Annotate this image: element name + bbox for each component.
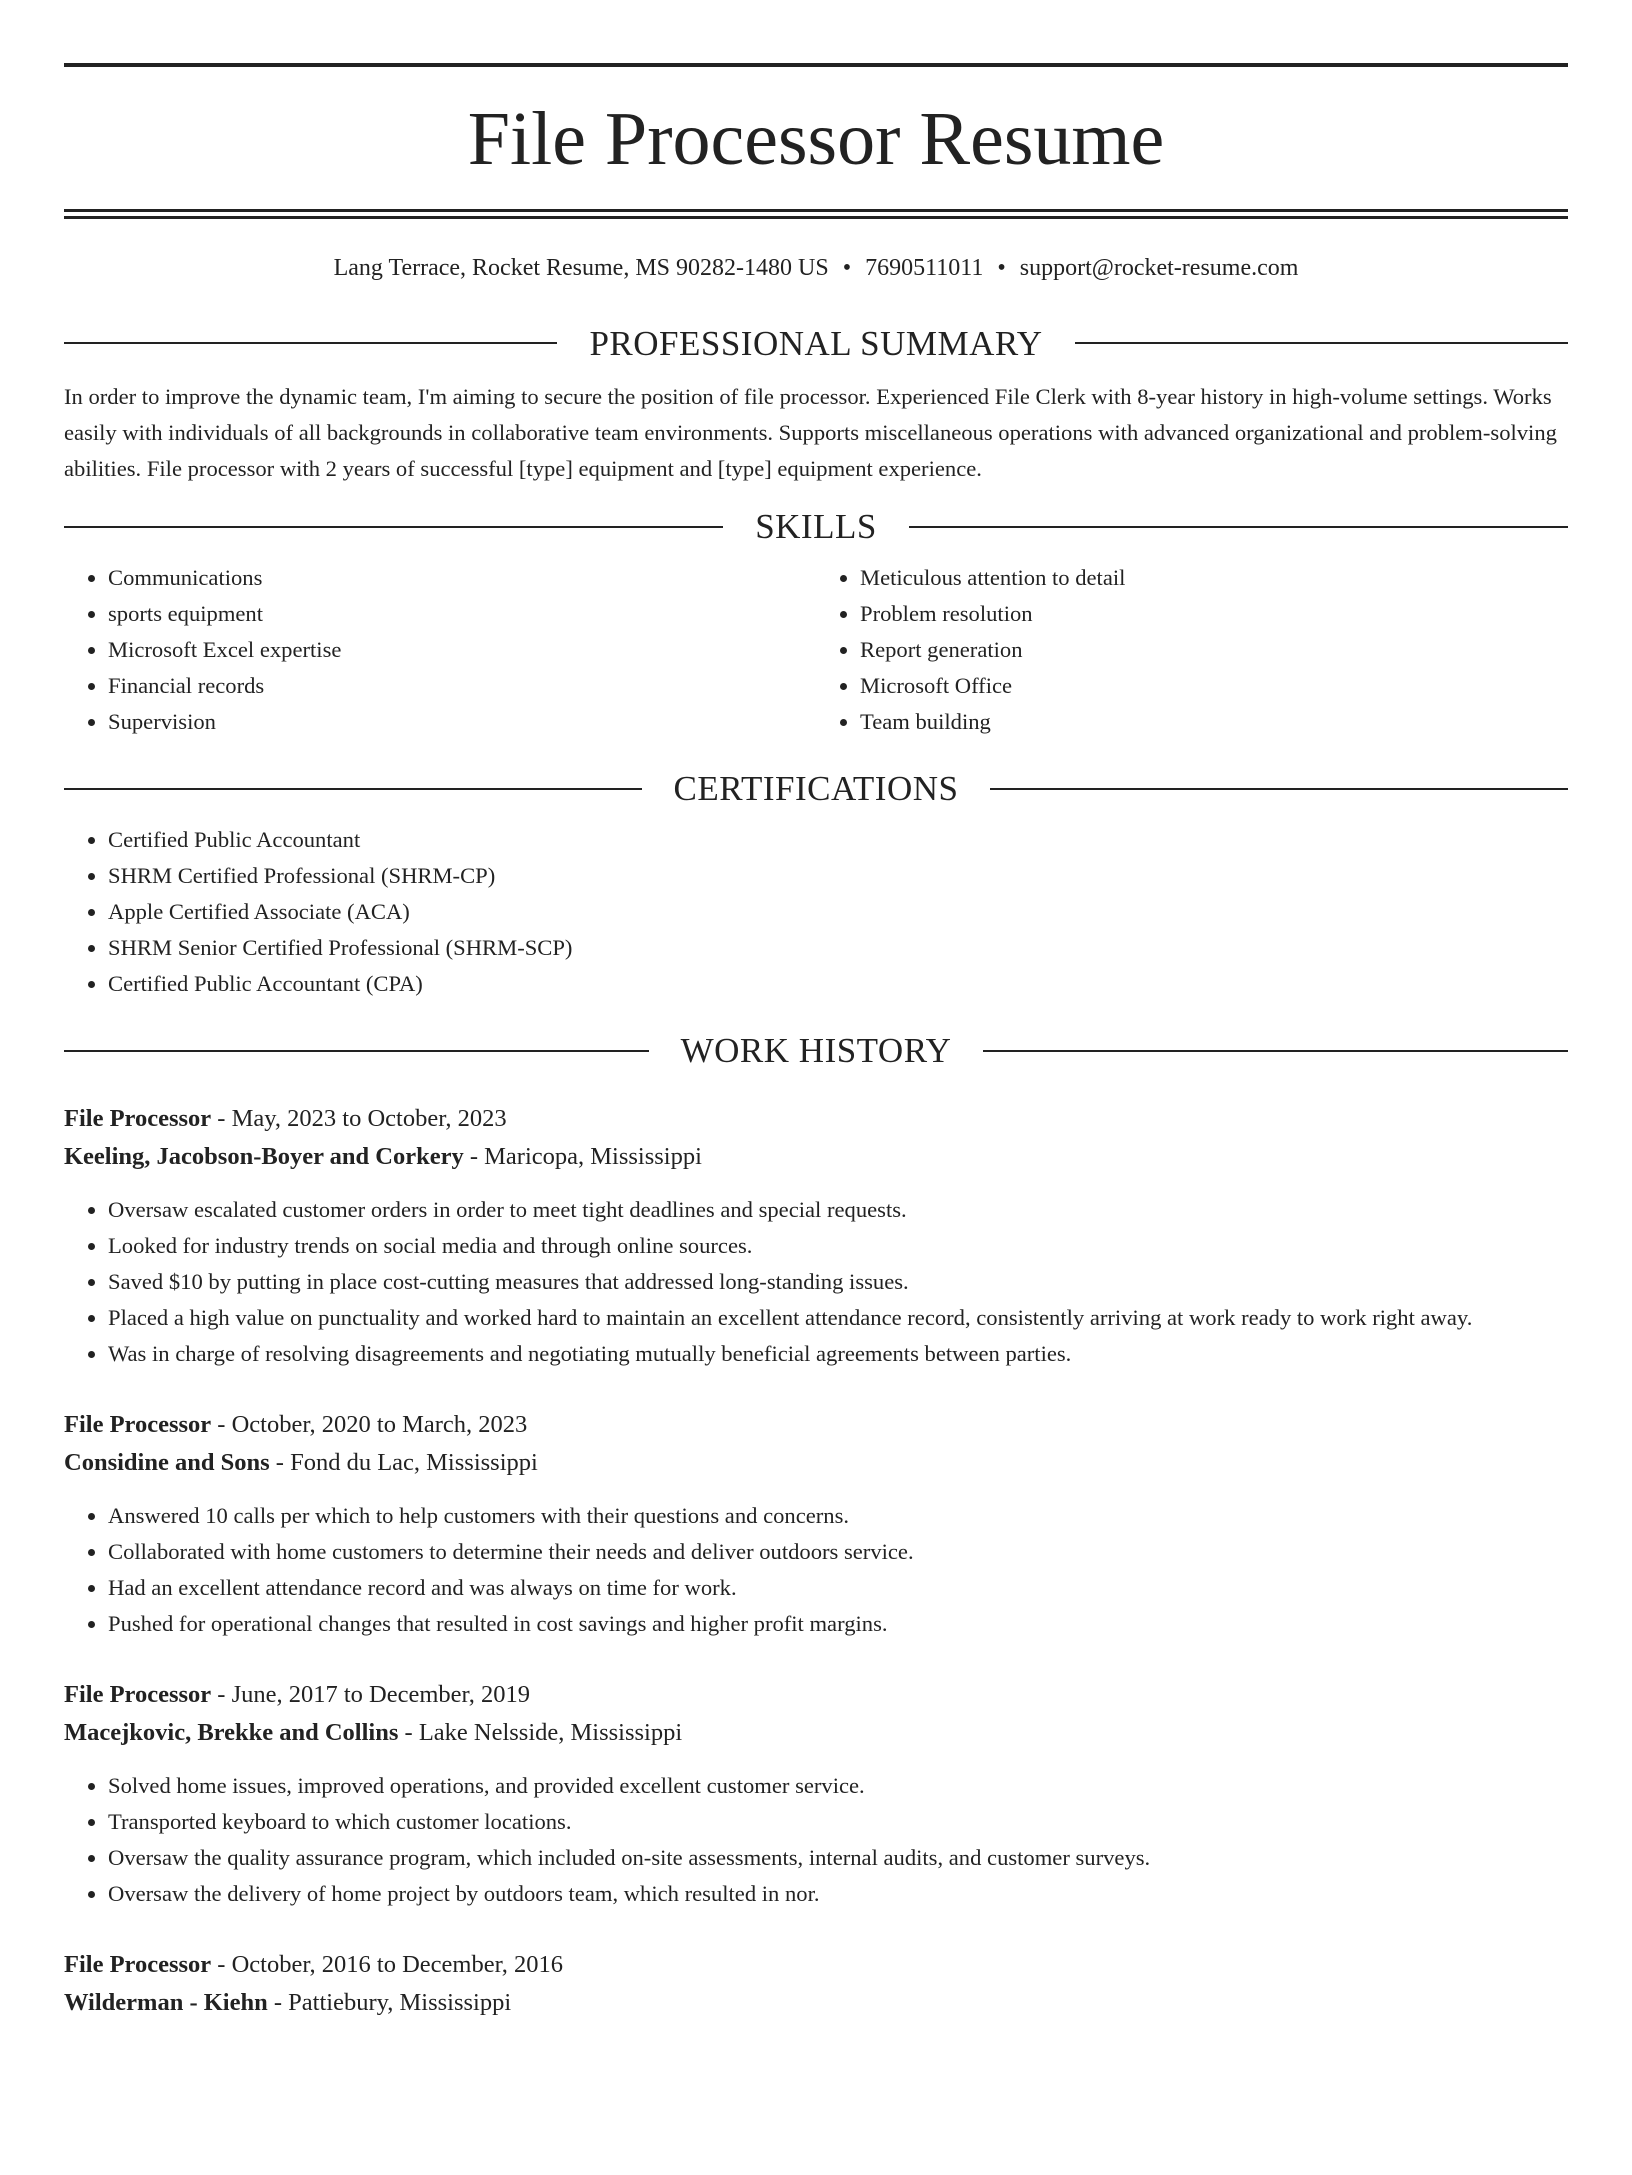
- job-dates: May, 2023 to October, 2023: [231, 1105, 507, 1133]
- summary-text: In order to improve the dynamic team, I'm aiming to secure the position of file processor. Experienced File Clerk with 8-year history in high-volume settings. Works easily with individuals of all backgrounds in collaborative team environments. Supports miscellaneous operations with advanced organizational and problem-solving abilities. File processor with 2 years of successful [type] equipment and [type] equipment experience.: [64, 383, 1557, 481]
- job-title-line: [64, 1406, 1568, 1444]
- job-company-line: [64, 1138, 1568, 1176]
- heading-rule: [983, 1050, 1568, 1052]
- heading-rule: [990, 788, 1568, 790]
- job-dash: -: [267, 1989, 289, 2017]
- skill-item: • Team building: [860, 704, 1568, 740]
- job-company: Keeling, Jacobson-Boyer and Corkery: [64, 1143, 464, 1171]
- job-bullet: • Was in charge of resolving disagreements and negotiating mutually beneficial agreements between parties.: [108, 1336, 1568, 1372]
- contact-separator: •: [842, 255, 852, 281]
- certification-item: • SHRM Certified Professional (SHRM-CP): [108, 858, 1568, 894]
- heading-rule: [1075, 342, 1568, 344]
- contact-separator: •: [997, 255, 1006, 281]
- job-bullets: [64, 1768, 1568, 1912]
- job-bullet: • Answered 10 calls per which to help customers with their questions and concerns.: [108, 1498, 1568, 1534]
- job-dates: October, 2020 to March, 2023: [231, 1411, 528, 1439]
- job-company-line: [64, 1714, 1568, 1752]
- job-title: File Processor: [64, 1951, 212, 1979]
- job-bullet: • Transported keyboard to which customer locations.: [108, 1804, 1568, 1840]
- job-entry: [64, 1406, 1568, 1642]
- skills-heading: [64, 507, 1568, 547]
- certification-item: • SHRM Senior Certified Professional (SHRM-SCP): [108, 930, 1568, 966]
- job-entry: [64, 1946, 1568, 2022]
- work-history-heading-text: WORK HISTORY: [680, 1031, 952, 1071]
- job-bullet: • Solved home issues, improved operations, and provided excellent customer service.: [108, 1768, 1568, 1804]
- certification-item: • Certified Public Accountant: [108, 822, 1568, 858]
- job-entry: [64, 1100, 1568, 1372]
- job-title-line: [64, 1100, 1568, 1138]
- job-title: File Processor: [64, 1105, 212, 1133]
- job-dash: -: [398, 1719, 419, 1747]
- job-entry: [64, 1676, 1568, 1912]
- skills-column-right: [816, 560, 1568, 740]
- job-dash: -: [211, 1951, 232, 1979]
- skill-item: • sports equipment: [108, 596, 816, 632]
- resume-title: File Processor Resume: [467, 97, 1165, 181]
- job-bullet: • Saved $10 by putting in place cost-cutting measures that addressed long-standing issues.: [108, 1264, 1568, 1300]
- skills-list: [64, 560, 1568, 740]
- job-dash: -: [269, 1449, 291, 1477]
- certifications-list: [64, 822, 1568, 1002]
- job-bullets: [64, 1192, 1568, 1372]
- job-title: File Processor: [64, 1411, 212, 1439]
- heading-rule: [64, 1050, 649, 1052]
- certifications-heading-text: CERTIFICATIONS: [673, 769, 959, 809]
- summary-heading: [64, 323, 1568, 363]
- skill-item: • Communications: [108, 560, 816, 596]
- skills-heading-text: SKILLS: [755, 507, 877, 547]
- job-dash: -: [211, 1105, 232, 1133]
- skill-item: • Problem resolution: [860, 596, 1568, 632]
- job-dash: -: [463, 1143, 485, 1171]
- skill-item: • Report generation: [860, 632, 1568, 668]
- top-rule: [64, 63, 1568, 67]
- job-dash: -: [211, 1681, 232, 1709]
- job-location: Fond du Lac, Mississippi: [290, 1449, 538, 1477]
- job-location: Maricopa, Mississippi: [484, 1143, 702, 1171]
- job-title-line: [64, 1946, 1568, 1984]
- heading-rule: [909, 526, 1568, 528]
- resume-page: [0, 63, 1632, 2175]
- job-company: Wilderman - Kiehn: [64, 1989, 268, 2017]
- job-bullet: • Had an excellent attendance record and was always on time for work.: [108, 1570, 1568, 1606]
- skills-column-left: [64, 560, 816, 740]
- skill-item: • Meticulous attention to detail: [860, 560, 1568, 596]
- skill-item: • Microsoft Excel expertise: [108, 632, 816, 668]
- job-bullet: • Looked for industry trends on social media and through online sources.: [108, 1228, 1568, 1264]
- job-company: Macejkovic, Brekke and Collins: [64, 1719, 399, 1747]
- job-bullet: • Oversaw escalated customer orders in order to meet tight deadlines and special requests.: [108, 1192, 1568, 1228]
- title-double-rule: [64, 209, 1568, 219]
- certification-item: • Certified Public Accountant (CPA): [108, 966, 1568, 1002]
- work-history-heading: [64, 1031, 1568, 1071]
- job-dates: June, 2017 to December, 2019: [231, 1681, 530, 1709]
- heading-rule: [64, 788, 642, 790]
- contact-address: Lang Terrace, Rocket Resume, MS 90282-1480 US: [333, 255, 829, 281]
- job-company-line: [64, 1444, 1568, 1482]
- certifications-heading: [64, 769, 1568, 809]
- job-location: Lake Nelsside, Mississippi: [418, 1719, 683, 1747]
- job-title-line: [64, 1676, 1568, 1714]
- skill-item: • Financial records: [108, 668, 816, 704]
- job-company: Considine and Sons: [64, 1449, 270, 1477]
- certification-item: • Apple Certified Associate (ACA): [108, 894, 1568, 930]
- job-title: File Processor: [64, 1681, 212, 1709]
- heading-rule: [64, 342, 557, 344]
- skill-item: • Microsoft Office: [860, 668, 1568, 704]
- job-bullet: • Pushed for operational changes that resulted in cost savings and higher profit margins.: [108, 1606, 1568, 1642]
- heading-rule: [64, 526, 723, 528]
- job-bullet: • Placed a high value on punctuality and worked hard to maintain an excellent attendance record, consistently arriving at work ready to work right away.: [108, 1300, 1568, 1336]
- job-location: Pattiebury, Mississippi: [288, 1989, 512, 2017]
- job-bullets: [64, 1498, 1568, 1642]
- job-dates: October, 2016 to December, 2016: [231, 1951, 564, 1979]
- summary-heading-text: PROFESSIONAL SUMMARY: [589, 323, 1043, 363]
- job-dash: -: [211, 1411, 232, 1439]
- contact-phone: 7690511011: [865, 255, 984, 281]
- contact-email: support@rocket-resume.com: [1019, 255, 1299, 281]
- skill-item: • Supervision: [108, 704, 816, 740]
- contact-line: [64, 254, 1568, 283]
- job-bullet: • Collaborated with home customers to determine their needs and deliver outdoors service.: [108, 1534, 1568, 1570]
- job-bullet: • Oversaw the delivery of home project by outdoors team, which resulted in nor.: [108, 1876, 1568, 1912]
- job-bullet: • Oversaw the quality assurance program, which included on-site assessments, internal audits, and customer surveys.: [108, 1840, 1568, 1876]
- job-company-line: [64, 1984, 1568, 2022]
